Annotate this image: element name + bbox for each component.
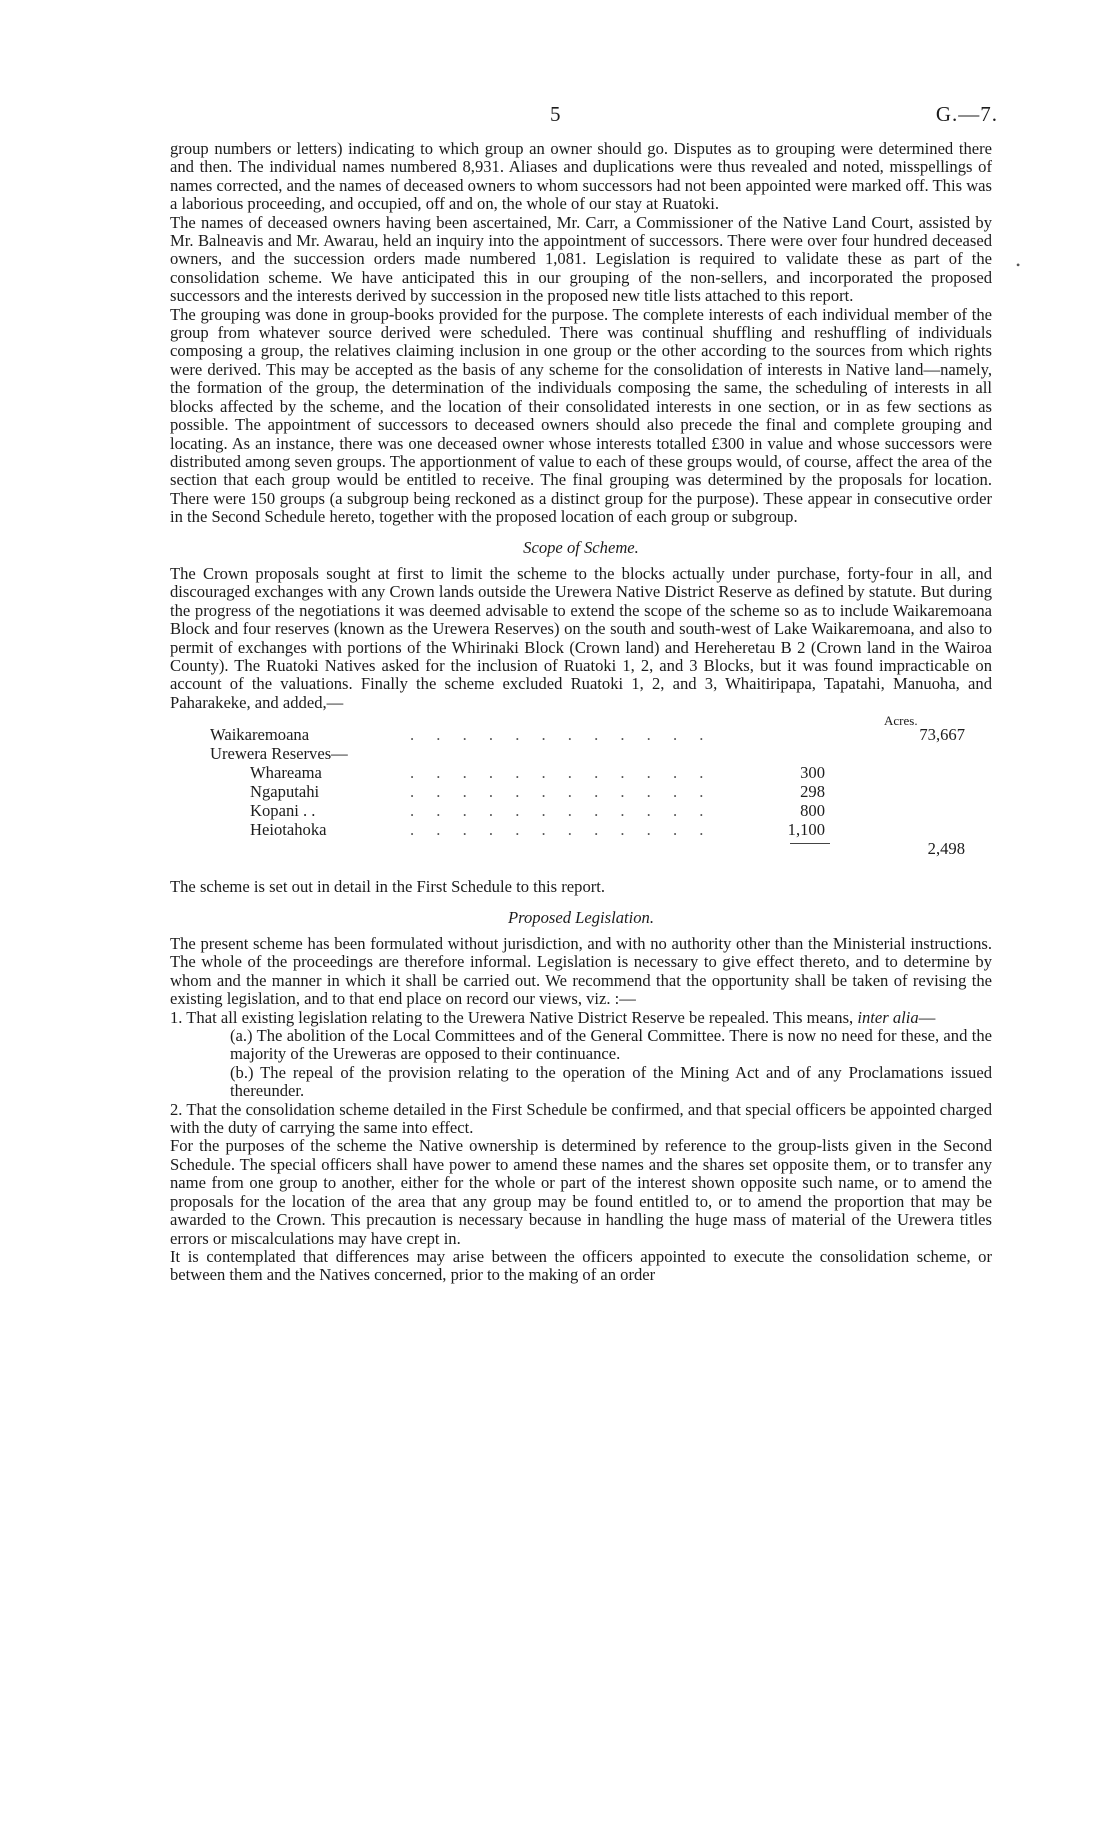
- page-number: 5: [550, 102, 561, 126]
- leader-dots: . . . . . . . . . . . .: [410, 763, 713, 783]
- recommendation-1a: (a.) The abolition of the Local Committees and of the General Committee. There is now no need for these, and the majority of the Ureweras are opposed to their continuance.: [230, 1026, 992, 1064]
- recommendation-1b: (b.) The repeal of the provision relating to the operation of the Mining Act and of any Proclamations issued thereunder.: [230, 1062, 992, 1101]
- acres-table: [170, 712, 992, 878]
- row-value-sub: 298: [800, 782, 825, 802]
- page-header: [0, 102, 1114, 132]
- row-value-total: 73,667: [919, 725, 965, 745]
- row-value-sub: 1,100: [787, 820, 825, 840]
- paragraph-successors: The names of deceased owners having been ascertained, Mr. Carr, a Commissioner of the Native Land Court, assisted by Mr. Balneavis and Mr. Awarau, held an inquiry into the appointment of successors. There were over four hundred deceased owners, and the succession orders made numbered 1,081. Legislation is required to validate these as part of the consolidation scheme. We have anticipated this in our grouping of the non-sellers, and incorporated the proposed successors and the interests derived by succession in the proposed new title lists attached to this report.: [170, 212, 992, 306]
- row-label: Waikaremoana: [210, 725, 310, 745]
- leader-dots: . . . . . . . . . . . .: [410, 820, 713, 840]
- table-row: [210, 745, 990, 763]
- row-value-sub: 800: [800, 801, 825, 821]
- leader-dots: . . . . . . . . . . . .: [410, 801, 713, 821]
- recommendation-1-italic: inter alia: [857, 1007, 919, 1027]
- row-label: Urewera Reserves—: [210, 744, 348, 764]
- row-label: Kopani . .: [250, 801, 316, 821]
- margin-mark: •: [1016, 258, 1021, 272]
- paragraph-group-books: The grouping was done in group-books provided for the purpose. The complete interests of each individual member of the group from whatever source derived were scheduled. There was continual shuffling and reshuffling of individuals composing a group, the relatives claiming inclusion in one group or the other according to the sources from which rights were derived. This may be accepted as the basis of any scheme for the consolidation of interests in Native land—namely, the formation of the group, the determination of the individuals composing the same, the scheduling of interests in all blocks affected by the scheme, and the location of their consolidated interests in one section, or in as few sections as possible. The appointment of successors to deceased owners should also precede the final and complete grouping and locating. As an instance, there was one deceased owner whose interests totalled £300 in value and whose successors were distributed among seven groups. The apportionment of value to each of these groups would, of course, affect the area of the section that each group would be entitled to receive. The final grouping was determined by the proposals for location. There were 150 groups (a subgroup being reckoned as a distinct group for the purpose). These appear in consecutive order in the Second Schedule hereto, together with the proposed location of each group or subgroup.: [170, 304, 992, 527]
- section-heading-scope: Scope of Scheme.: [523, 537, 639, 557]
- paragraph-legislation-intro: The present scheme has been formulated without jurisdiction, and with no authority other than the Ministerial instructions. The whole of the proceedings are therefore informal. Legislation is necessary to give effect thereto, and to determine by whom and the manner in which it shall be carried out. We recommend that the opportunity shall be taken of revising the existing legislation, and to that end place on record our views, viz. :—: [170, 934, 992, 1009]
- leader-dots: . . . . . . . . . . . .: [410, 725, 713, 745]
- paragraph-scheme-note: The scheme is set out in detail in the First Schedule to this report.: [170, 877, 606, 897]
- table-row: [210, 764, 990, 782]
- row-label: Whareama: [250, 763, 322, 783]
- leader-dots: . . . . . . . . . . . .: [410, 782, 713, 802]
- paragraph-group-lists: For the purposes of the scheme the Native ownership is determined by reference to the group-lists given in the Second Schedule. The special officers shall have power to amend these names and the shares set opposite them, or to transfer any name from one group to another, either for the whole or part of the interest shown opposite such name, or to amend the proposals for the location of the area that any group may be found entitled to, or to amend the proportion that may be awarded to the Crown. This precaution is necessary because in handling the huge mass of material of the Urewera titles errors or miscalculations may have crept in.: [170, 1136, 992, 1248]
- paragraph-scope: The Crown proposals sought at first to limit the scheme to the blocks actually under purchase, forty-four in all, and discouraged exchanges with any Crown lands outside the Urewera Native District Reserve as defined by statute. But during the progress of the negotiations it was deemed advisable to extend the scope of the scheme so as to include Waikaremoana Block and four reserves (known as the Urewera Reserves) on the south and south-west of Lake Waikaremoana, and also to permit of exchanges with portions of the Whirinaki Block (Crown land) and Hereheretau B 2 (Crown land in the Wairoa County). The Ruatoki Natives asked for the inclusion of Ruatoki 1, 2, and 3 Blocks, but it was found impracticable on account of the valuations. Finally the scheme excluded Ruatoki 1, 2, and 3, Whaitiripapa, Tapatahi, Manuoha, and Paharakeke, and added,—: [170, 563, 992, 712]
- row-label: Ngaputahi: [250, 782, 320, 802]
- row-value-sub: 300: [800, 763, 825, 783]
- row-value-total: 2,498: [927, 839, 965, 859]
- recommendation-1: [170, 1009, 992, 1027]
- paragraph-grouping-disputes: group numbers or letters) indicating to which group an owner should go. Disputes as to grouping were determined there and then. The individual names numbered 8,931. Aliases and duplications were thus revealed and noted, misspellings of names corrected, and the names of deceased owners to whom successors had not been appointed were marked off. This was a laborious proceeding, and occupied, off and on, the whole of our stay at Ruatoki.: [170, 139, 992, 214]
- table-row: [210, 802, 990, 820]
- recommendation-2: 2. That the consolidation scheme detailed in the First Schedule be confirmed, and that special officers be appointed charged with the duty of carrying the same into effect.: [170, 1099, 992, 1138]
- table-row: [210, 726, 990, 744]
- table-row: [210, 783, 990, 801]
- section-heading-legislation: Proposed Legislation.: [508, 907, 654, 927]
- table-row: [210, 840, 990, 858]
- recommendation-1-text: 1. That all existing legislation relating to the Urewera Native District Reserve be repealed. This means,: [170, 1007, 854, 1027]
- series-code: G.—7.: [935, 102, 998, 126]
- document-body: [170, 140, 992, 1285]
- row-label: Heiotahoka: [250, 820, 327, 840]
- table-row: [210, 821, 990, 839]
- recommendation-1-tail: —: [918, 1007, 936, 1027]
- acres-column-header: Acres.: [884, 713, 918, 729]
- paragraph-differences: It is contemplated that differences may arise between the officers appointed to execute the consolidation scheme, or between them and the Natives concerned, prior to the making of an order: [170, 1246, 992, 1285]
